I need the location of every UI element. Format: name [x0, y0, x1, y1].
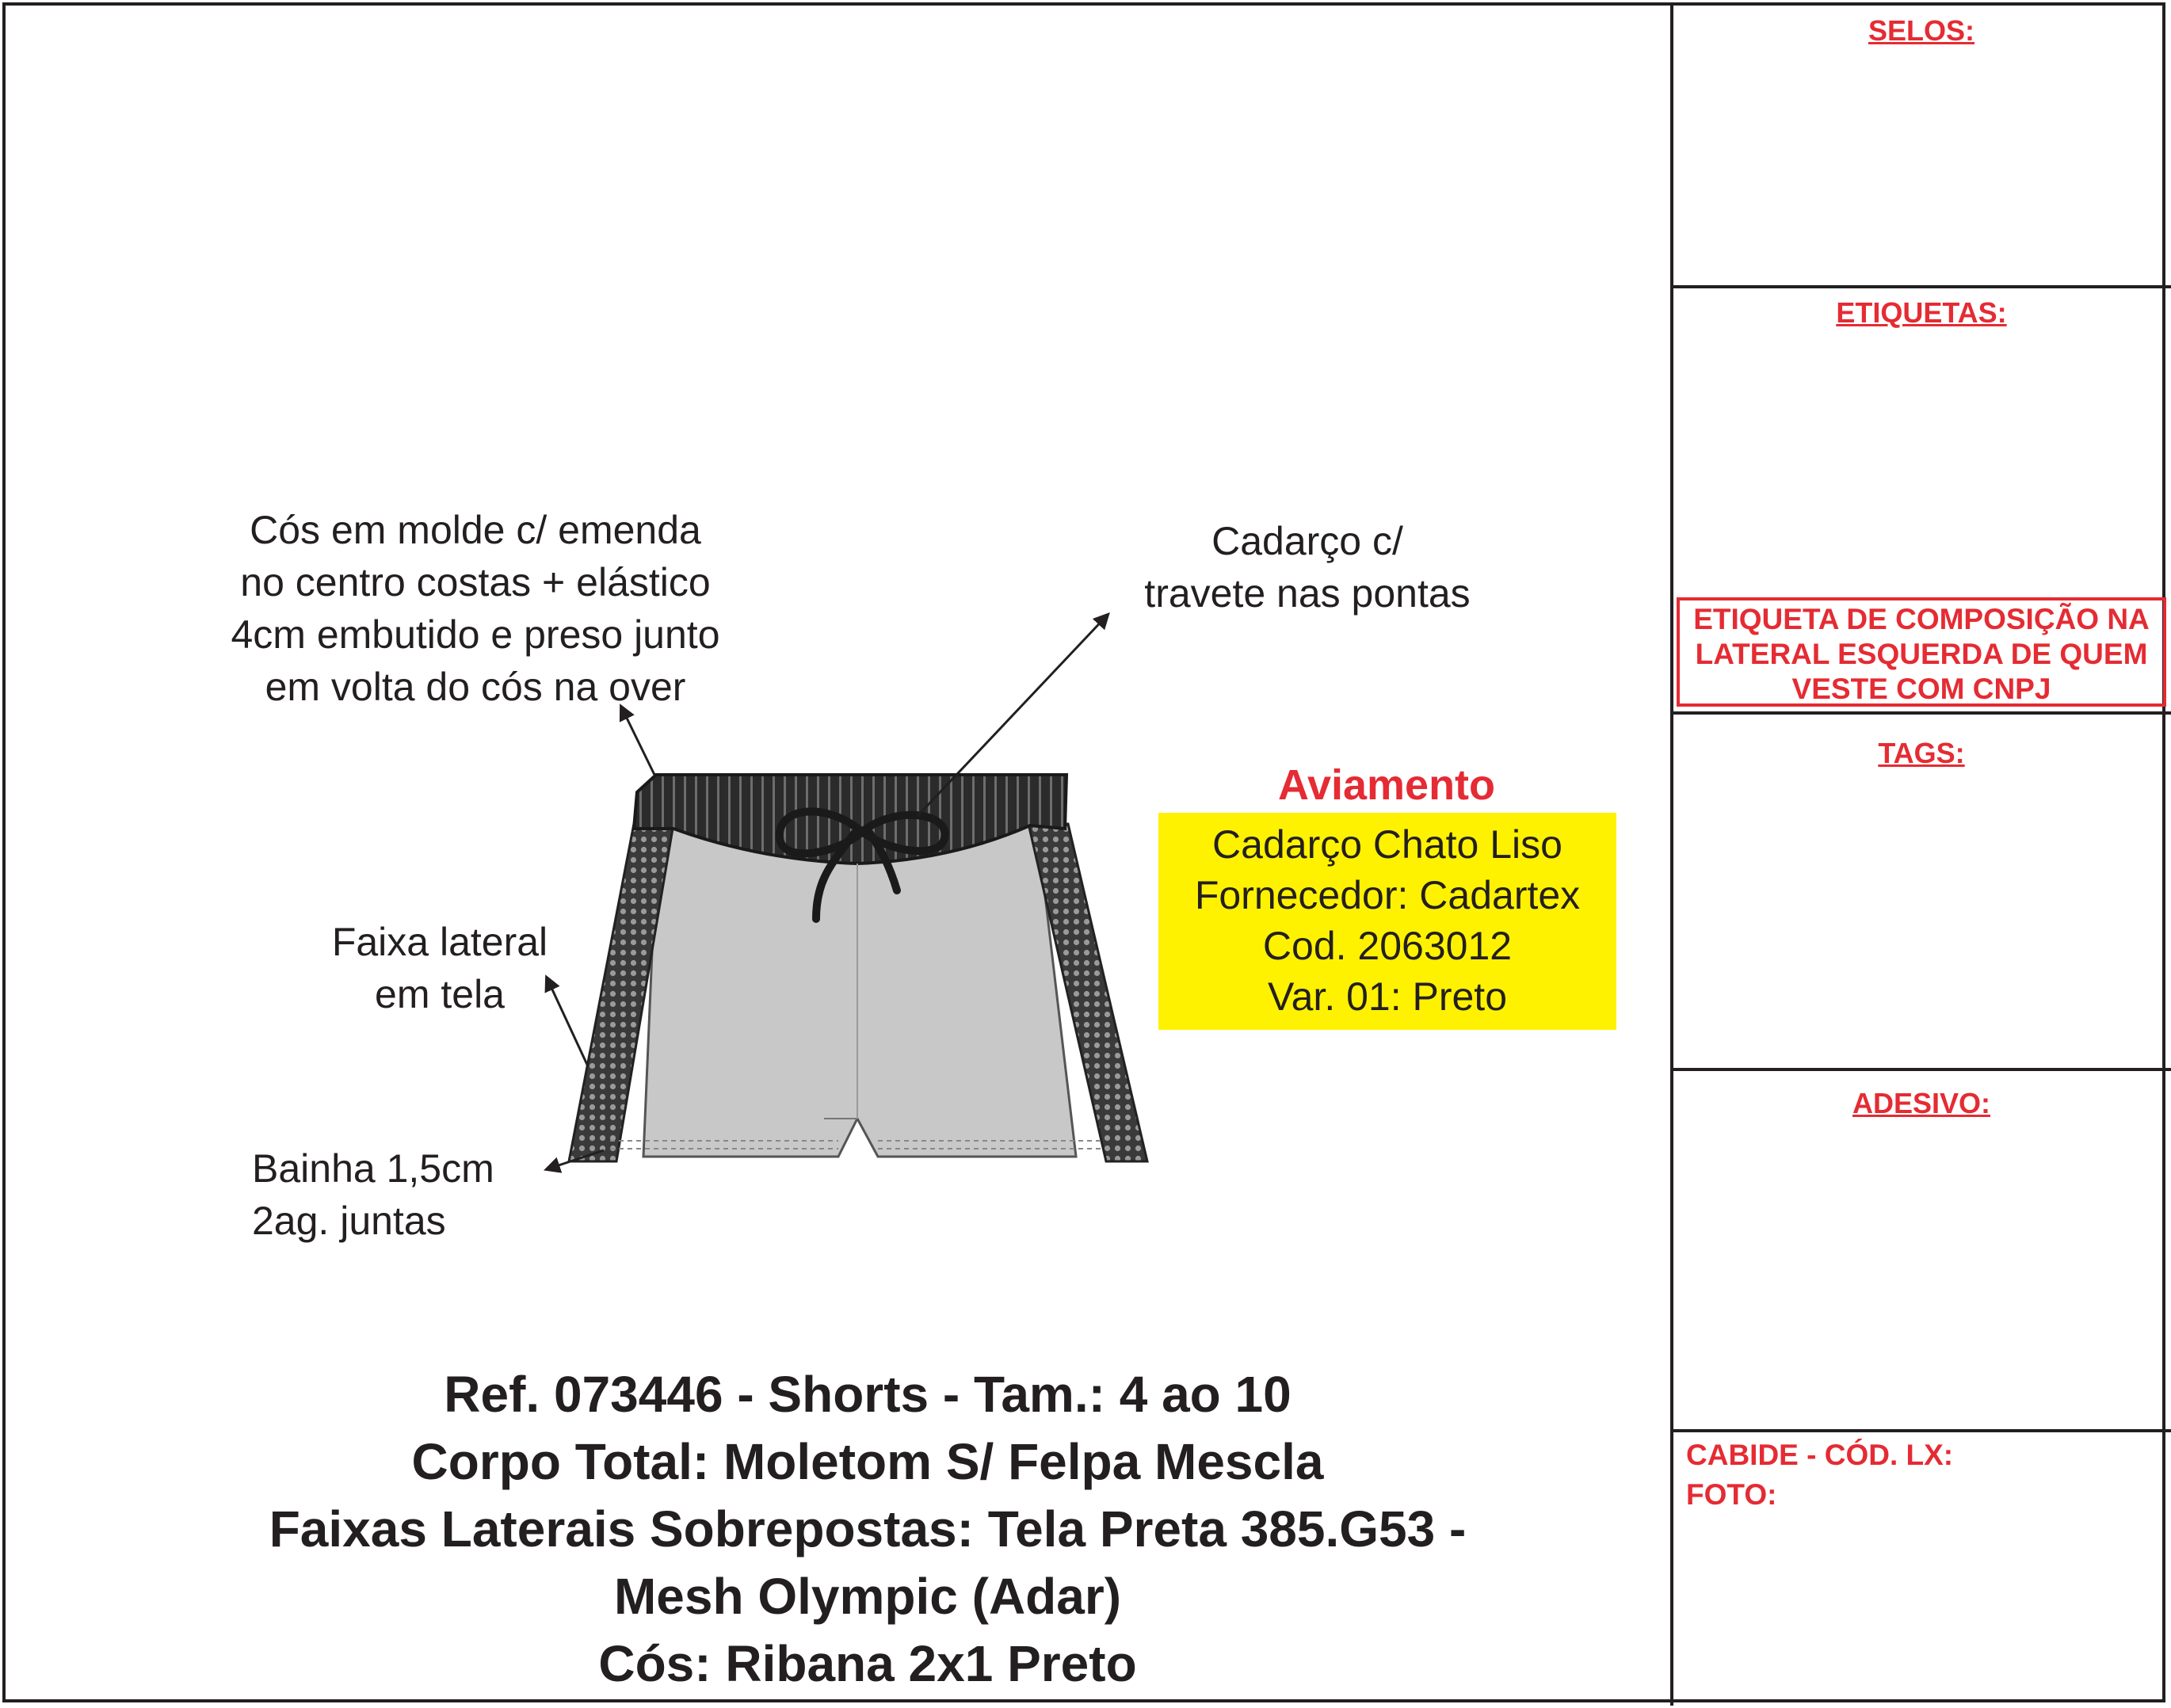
- spec-line: Mesh Olympic (Adar): [613, 1568, 1122, 1625]
- annotation-line: travete nas pontas: [1144, 571, 1471, 616]
- spec-line: Cós: Ribana 2x1 Preto: [598, 1635, 1137, 1692]
- etiquetas-label: ETIQUETAS:: [1836, 296, 2007, 329]
- composition-notice-line: LATERAL ESQUERDA DE QUEM: [1695, 638, 2148, 670]
- annotation-faixa: [301, 916, 578, 1020]
- annotation-line: 4cm embutido e preso junto: [231, 612, 720, 657]
- tags-label: TAGS:: [1878, 737, 1965, 769]
- cabide-label: CABIDE - CÓD. LX:: [1686, 1439, 1954, 1471]
- foto-label: FOTO:: [1686, 1478, 1777, 1511]
- adesivo-label: ADESIVO:: [1852, 1087, 1991, 1119]
- annotation-line: Bainha 1,5cm: [252, 1146, 494, 1191]
- aviamento-title: Aviamento: [1277, 761, 1496, 809]
- aviamento-line: Var. 01: Preto: [1267, 974, 1508, 1019]
- spec-line: Ref. 073446 - Shorts - Tam.: 4 ao 10: [444, 1366, 1292, 1423]
- annotation-cadarco: [1101, 515, 1513, 620]
- spec-line: Corpo Total: Moletom S/ Felpa Mescla: [411, 1433, 1324, 1490]
- aviamento-line: Cadarço Chato Liso: [1212, 822, 1562, 867]
- aviamento-line: Cod. 2063012: [1262, 924, 1513, 968]
- spec-line: Faixas Laterais Sobrepostas: Tela Preta 385.G53 -: [269, 1500, 1467, 1557]
- selos-label: SELOS:: [1868, 14, 1975, 47]
- arrow-cos: [621, 707, 654, 775]
- annotation-line: em volta do cós na over: [265, 665, 686, 709]
- annotation-line: Cós em molde c/ emenda: [250, 508, 701, 552]
- annotation-line: Faixa lateral: [331, 920, 548, 964]
- composition-notice-line: VESTE COM CNPJ: [1791, 673, 2051, 705]
- annotation-line: 2ag. juntas: [252, 1199, 446, 1243]
- annotation-line: Cadarço c/: [1211, 519, 1403, 563]
- annotation-line: em tela: [375, 972, 505, 1016]
- aviamento-line: Fornecedor: Cadartex: [1194, 873, 1581, 917]
- product-specification: [79, 1361, 1656, 1698]
- shorts-body: [643, 822, 1076, 1157]
- aviamento-box: [1158, 813, 1616, 1030]
- annotation-cos: [182, 504, 769, 713]
- annotation-bainha: [252, 1142, 569, 1247]
- composition-notice-line: ETIQUETA DE COMPOSIÇÃO NA: [1693, 603, 2150, 635]
- annotation-line: no centro costas + elástico: [240, 560, 711, 604]
